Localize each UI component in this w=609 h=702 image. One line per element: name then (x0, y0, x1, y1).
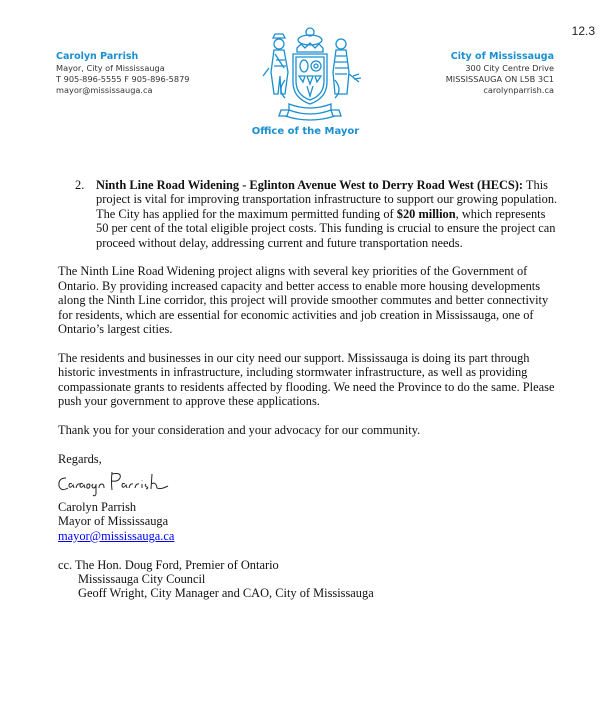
cc-recipient: Geoff Wright, City Manager and CAO, City of Mississauga (78, 586, 374, 601)
item-heading: Ninth Line Road Widening - Eglinton Avenue West to Derry Road West (HECS): (96, 178, 524, 192)
item-text-b: , which represents 50 per cent of the total eligible project costs. This funding is crucial to ensure the project can proceed without delay, addressing current and future transportation needs. (96, 206, 556, 250)
item-number: 2. (75, 178, 85, 192)
page-number: 12.3 (571, 24, 595, 38)
letterhead-right (446, 51, 554, 96)
item-funding-amount: $20 million (396, 206, 456, 221)
city-address-line2: MISSISSAUGA ON L5B 3C1 (445, 74, 554, 84)
signature-icon (56, 464, 176, 498)
letterhead-left (56, 51, 190, 96)
city-website: carolynparrish.ca (483, 85, 554, 95)
letter-body (58, 178, 558, 601)
signer-title: Mayor of Mississauga (58, 514, 169, 529)
mayor-title: Mayor, City of Mississauga (56, 63, 165, 73)
signer-email-link[interactable]: mayor@mississauga.ca (58, 528, 175, 543)
paragraph-thanks: Thank you for your consideration and your advocacy for our community. (58, 422, 421, 437)
paragraph-support: The residents and businesses in our city need our support. Mississauga is doing its part through historic investments in infrastructure, including stormwater infrastructure, as well as providing compassionate grants to residents affected by flooding. We need the Province to do the same. Please push your government to approve these applications. (58, 350, 555, 409)
cc-recipient: Mississauga City Council (78, 572, 206, 587)
signer-name: Carolyn Parrish (58, 500, 137, 515)
numbered-item (58, 178, 558, 250)
mayor-phone-fax: T 905-896-5555 F 905-896-5879 (56, 74, 190, 84)
paragraph-priorities: The Ninth Line Road Widening project aligns with several key priorities of the Government of Ontario. By providing increased capacity and better access to enable more housing developments along the Ninth Line corridor, this project will provide smoother commutes and better connectivity for residents, which are essential for economic activities and job creation in Mississauga, one of Ontario’s largest cities. (58, 264, 549, 337)
closing: Regards, (58, 451, 102, 466)
mayor-name: Carolyn Parrish (56, 51, 139, 62)
cc-prefix: cc. (58, 557, 73, 572)
cc-list (58, 558, 558, 601)
coat-of-arms-icon (255, 24, 365, 124)
city-name: City of Mississauga (450, 51, 554, 62)
item-text-a: This project is vital for improving transportation infrastructure to support our growing population. The City has applied for the maximum permitted funding of (96, 178, 558, 221)
office-of-the-mayor-label: Office of the Mayor (251, 126, 360, 137)
mayor-email: mayor@mississauga.ca (56, 85, 153, 95)
city-address-line1: 300 City Centre Drive (465, 63, 554, 73)
cc-recipient: The Hon. Doug Ford, Premier of Ontario (74, 557, 279, 572)
